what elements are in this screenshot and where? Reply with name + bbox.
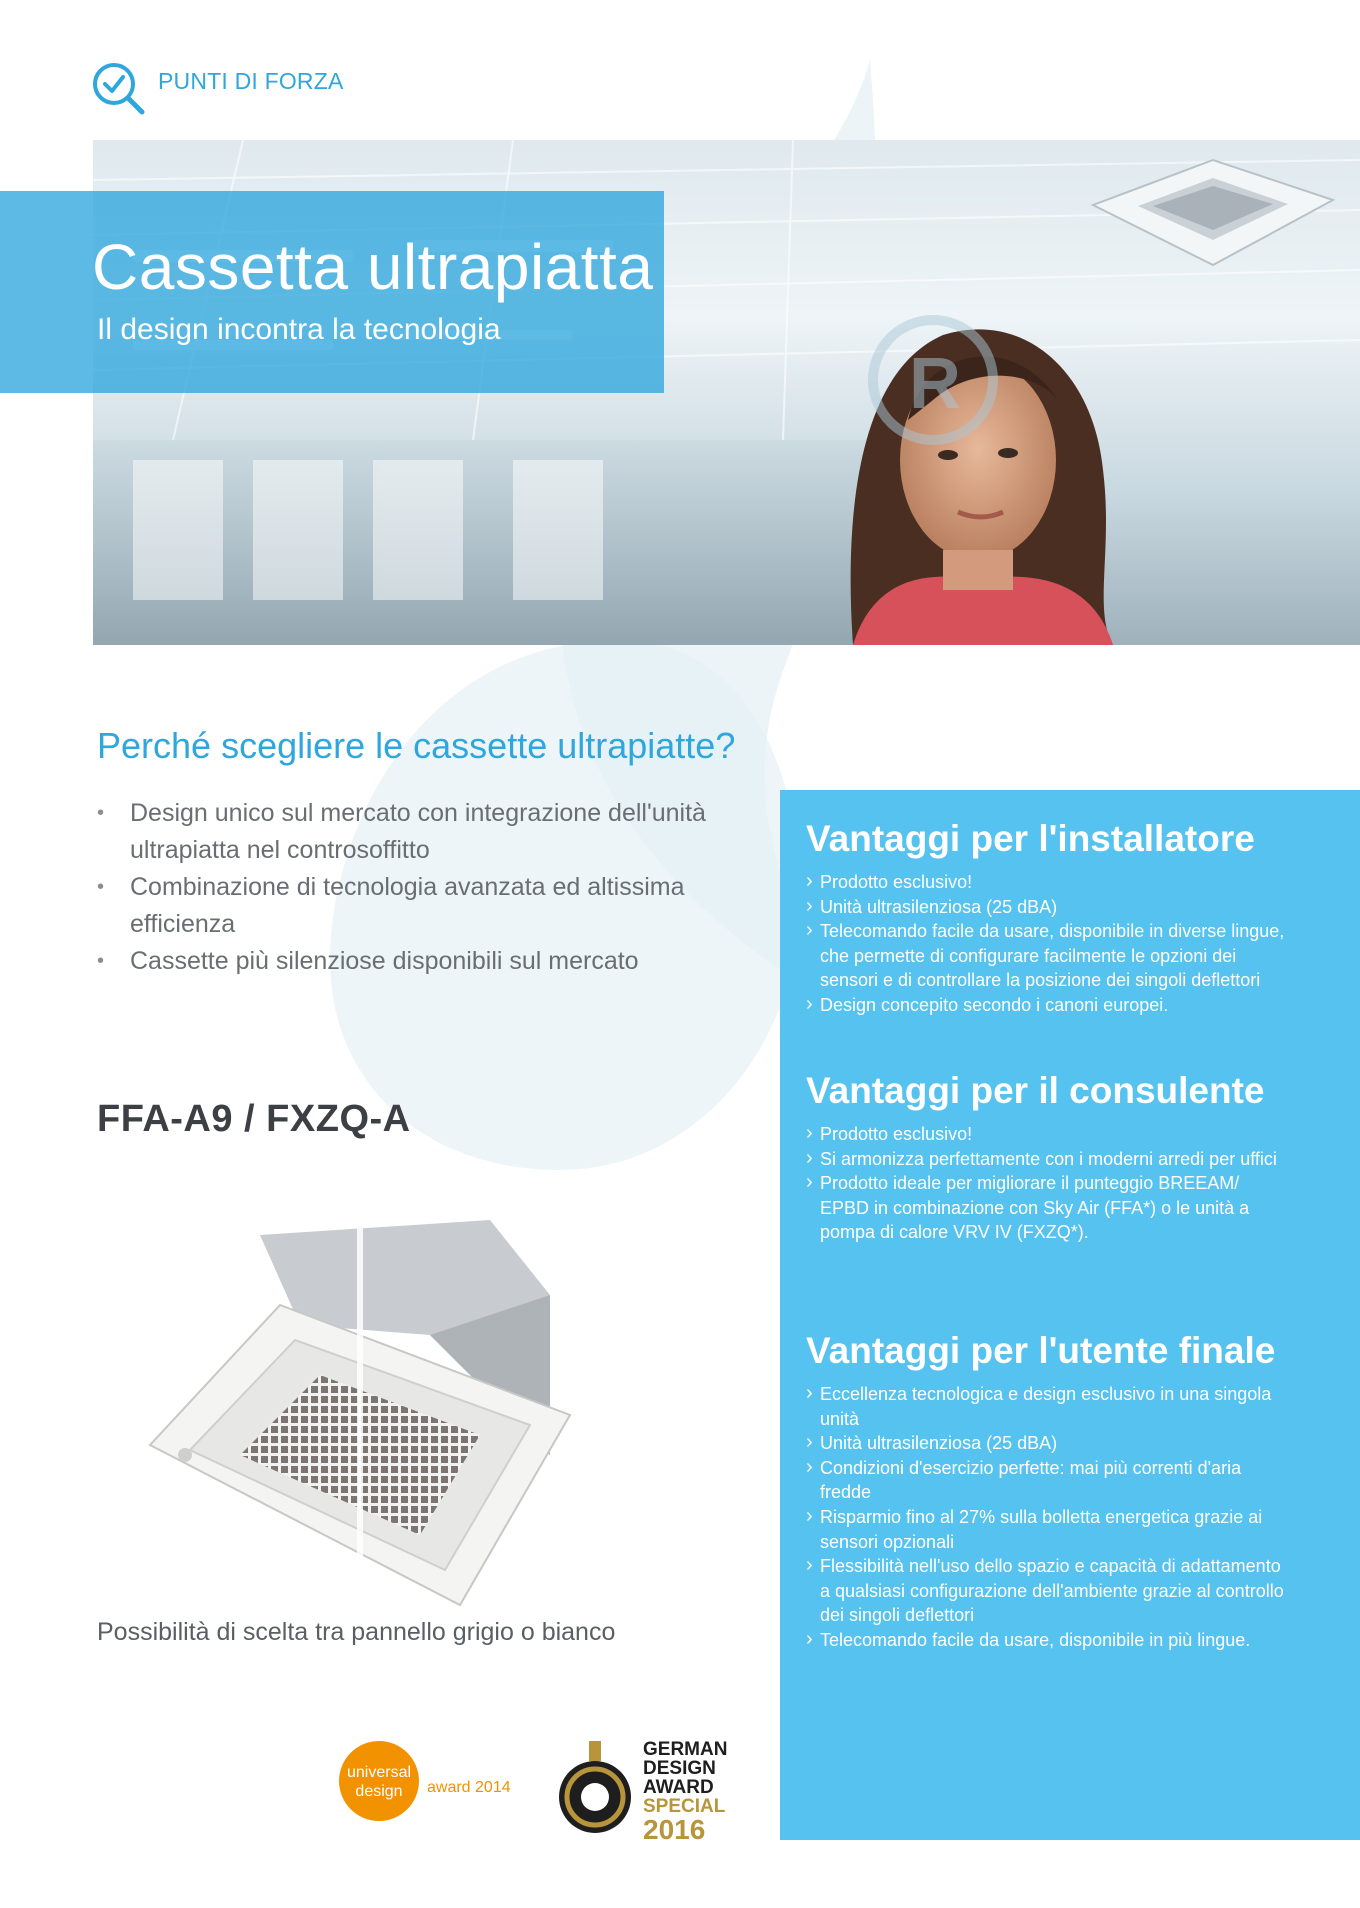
page-subtitle: Il design incontra la tecnologia xyxy=(97,313,501,346)
german-design-award-logo xyxy=(555,1735,737,1843)
list-item: › Design concepito secondo i canoni europei. xyxy=(806,993,1286,1018)
image-caption: Possibilità di scelta tra pannello grigio o bianco xyxy=(97,1618,616,1646)
german-line3: AWARD xyxy=(643,1777,714,1798)
list-item: › Flessibilità nell'uso dello spazio e capacità di adattamento a qualsiasi configurazione dell'ambiente grazie al controllo dei singoli deflettori xyxy=(806,1554,1286,1628)
universal-line1: universal xyxy=(346,1764,412,1781)
list-item: › Risparmio fino al 27% sulla bolletta energetica grazie ai sensori opzionali xyxy=(806,1505,1286,1554)
list-item: • Design unico sul mercato con integrazione dell'unità ultrapiatta nel controsoffitto xyxy=(97,795,737,869)
german-line1: GERMAN xyxy=(643,1739,728,1760)
page-title: Cassetta ultrapiatta xyxy=(92,231,654,303)
end-user-benefits xyxy=(806,1330,1286,1653)
why-heading: Perché scegliere le cassette ultrapiatte? xyxy=(97,725,736,766)
universal-line2: design xyxy=(355,1783,403,1800)
cassette-unit-image xyxy=(130,1215,610,1615)
section-label: PUNTI DI FORZA xyxy=(158,68,344,94)
model-name: FFA-A9 / FXZQ-A xyxy=(97,1098,411,1140)
end-user-heading: Vantaggi per l'utente finale xyxy=(806,1330,1276,1371)
list-item: › Unità ultrasilenziosa (25 dBA) xyxy=(806,895,1286,920)
german-line4: SPECIAL xyxy=(643,1796,726,1817)
consultant-heading: Vantaggi per il consulente xyxy=(806,1070,1265,1111)
list-item: › Unità ultrasilenziosa (25 dBA) xyxy=(806,1431,1286,1456)
list-item: › Prodotto esclusivo! xyxy=(806,870,1286,895)
list-item: • Combinazione di tecnologia avanzata ed altissima efficienza xyxy=(97,869,737,943)
german-line5: 2016 xyxy=(643,1814,706,1843)
magnifier-check-icon xyxy=(90,60,146,116)
universal-design-award-logo xyxy=(335,1740,535,1822)
list-item: › Eccellenza tecnologica e design esclusivo in una singola unità xyxy=(806,1382,1286,1431)
german-line2: DESIGN xyxy=(643,1758,716,1779)
why-list xyxy=(97,795,737,980)
list-item: • Cassette più silenziose disponibili sul mercato xyxy=(97,943,737,980)
consultant-benefits xyxy=(806,1070,1286,1245)
list-item: › Telecomando facile da usare, disponibile in più lingue. xyxy=(806,1628,1286,1653)
list-item: › Si armonizza perfettamente con i moderni arredi per uffici xyxy=(806,1147,1286,1172)
installer-benefits xyxy=(806,818,1286,1018)
registered-mark-watermark: R xyxy=(909,344,961,424)
list-item: › Telecomando facile da usare, disponibile in diverse lingue, che permette di configurare facilmente le opzioni dei sensori e di controllare la posizione dei singoli deflettori xyxy=(806,919,1286,993)
list-item: › Condizioni d'esercizio perfette: mai più correnti d'aria fredde xyxy=(806,1456,1286,1505)
universal-suffix: award 2014 xyxy=(427,1779,511,1796)
installer-heading: Vantaggi per l'installatore xyxy=(806,818,1255,859)
list-item: › Prodotto ideale per migliorare il punteggio BREEAM/ EPBD in combinazione con Sky Air (FFA*) o le unità a pompa di calore VRV IV (FXZQ*). xyxy=(806,1171,1286,1245)
list-item: › Prodotto esclusivo! xyxy=(806,1122,1286,1147)
